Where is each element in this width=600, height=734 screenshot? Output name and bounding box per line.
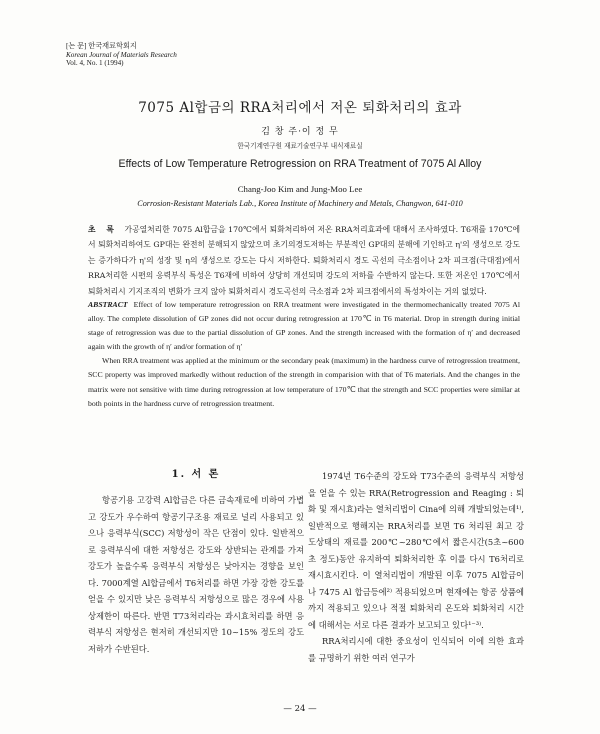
journal-header <box>66 42 177 68</box>
authors-korean: 김 창 주·이 정 무 <box>261 127 339 137</box>
abstract-korean-text: 가공열처리한 7075 Al합금을 170℃에서 퇴화처리하여 저온 RRA처리효과에 대해서 조사하였다. T6재를 170℃에서 퇴화처리하여도 GP대는 완전히 분해되지 않았으며 초기의경도저하는 부분적인 GP대의 분해에 기인하고 η'의 생성으로 강도는 증가하다가 η'의 성장 및 η의 생성으로 강도는 다시 저하한다. 퇴화처리시 경도 곡선의 극소점이나 2차 피크점(극대점)에서 RRA처리한 시편의 응력부식 특성은 T6재에 비하여 상당히 개선되며 강도의 저하를 수반하지 않는다. 또한 저온인 170℃에서 퇴화처리시 기지조직의 변화가 크지 않아 퇴화처리시 경도곡선의 극소점과 2차 피크점에서의 특성차이는 거의 없었다. <box>88 225 520 296</box>
left-column-paragraph: 항공기용 고강력 Al합금은 다른 금속재료에 비하여 가볍고 강도가 우수하여 항공기구조용 재료로 널리 사용되고 있으나 응력부식(SCC) 저항성이 작은 단점이 있다. 일반적으로 응력부식에 대한 저항성은 강도와 상반되는 관계를 가져 강도가 높을수록 응력부식 저항성은 낮아지는 경향을 보인다. 7000계열 Al합금에서 T6처리를 하면 가장 강한 강도를 얻을 수 있지만 낮은 응력부식 저항성으로 많은 경우에 사용상제한이 따른다. 반면 T73처리라는 과시효처리를 하면 응력부식 저항성은 현저히 개선되지만 10~15% 정도의 강도 저하가 수반된다. <box>88 495 304 654</box>
body-right-column <box>308 468 524 666</box>
abstract-english-p2: When RRA treatment was applied at the minimum or the secondary peak (maximum) in the hardness curve of retrogression treatment, SCC property was improved markedly without reduction of the strength in comparision with that of T6 materials. And the changes in the matrix were not sensitive with time during retrogression at low temperature of 170℃ that the strength and SCC properties were similar at both points in the hardness curve of retrogression treatment. <box>88 356 520 408</box>
authors-english: Chang-Joo Kim and Jung-Moo Lee <box>237 184 363 194</box>
page-number: — 24 — <box>283 704 317 714</box>
title-english: Effects of Low Temperature Retrogression on RRA Treatment of 7075 Al Alloy <box>118 158 482 170</box>
affiliation-english: Corrosion-Resistant Materials Lab., Korea Institute of Machinery and Metals, Changwon, 641-010 <box>137 199 463 208</box>
abstract-korean <box>88 222 520 299</box>
journal-line-3: Vol. 4, No. 1 (1994) <box>66 59 124 68</box>
abstract-english <box>88 298 520 411</box>
abstract-english-p1: Effect of low temperature retrogression on RRA treatment were investigated in the thermomechanically treated 7075 Al alloy. The complete dissolution of GP zones did not occur during retrogression at 170℃ in T6 material. Drop in strength during initial stage of retrogression was due to the partial dissolution of GP zones. And the strength increased with the formation of η′ and decreased again with the growth of η′ and/or formation of η′ <box>88 300 521 352</box>
journal-line-1: [논 문] 한국재료학회지 <box>66 42 137 50</box>
section-heading-introduction: 1. 서 론 <box>171 469 221 480</box>
abstract-korean-heading: 초 록 <box>88 225 118 234</box>
right-column-paragraph-2: RRA처리시에 대한 중요성이 인식되어 이에 의한 효과를 규명하기 위한 여러 연구가 <box>308 636 524 663</box>
title-korean: 7075 Al합금의 RRA처리에서 저온 퇴화처리의 효과 <box>138 100 462 116</box>
body-left-column <box>88 469 304 657</box>
affiliation-korean: 한국기계연구원 재료기술연구부 내식재료실 <box>237 142 363 150</box>
journal-line-2: Korean Journal of Materials Research <box>66 50 177 59</box>
abstract-english-heading: ABSTRACT <box>88 300 128 309</box>
right-column-paragraph-1: 1974년 T6수준의 강도와 T73수준의 응력부식 저항성을 얻을 수 있는 RRA(Retrogression and Reaging : 퇴화 및 재시효)라는 열처리법이 Cina에 의해 개발되었는데¹⁾, 일반적으로 행해지는 RRA처리를 보면 T6 처리된 최고 강도상태의 재료를 200℃~280℃에서 짧은시간(5초~600초 정도)동안 유지하여 퇴화처리한 후 이를 다시 T6처리로 재시효시킨다. 이 열처리법이 개발된 이후 7075 Al합금이나 7475 Al 합금등에²⁾ 적용되었으며 현재에는 항공 상품에까지 적용되고 있으나 적절 퇴화처리 온도와 퇴화처리 시간에 대해서는 서로 다른 결과가 보고되고 있다¹⁻³⁾. <box>308 471 524 630</box>
